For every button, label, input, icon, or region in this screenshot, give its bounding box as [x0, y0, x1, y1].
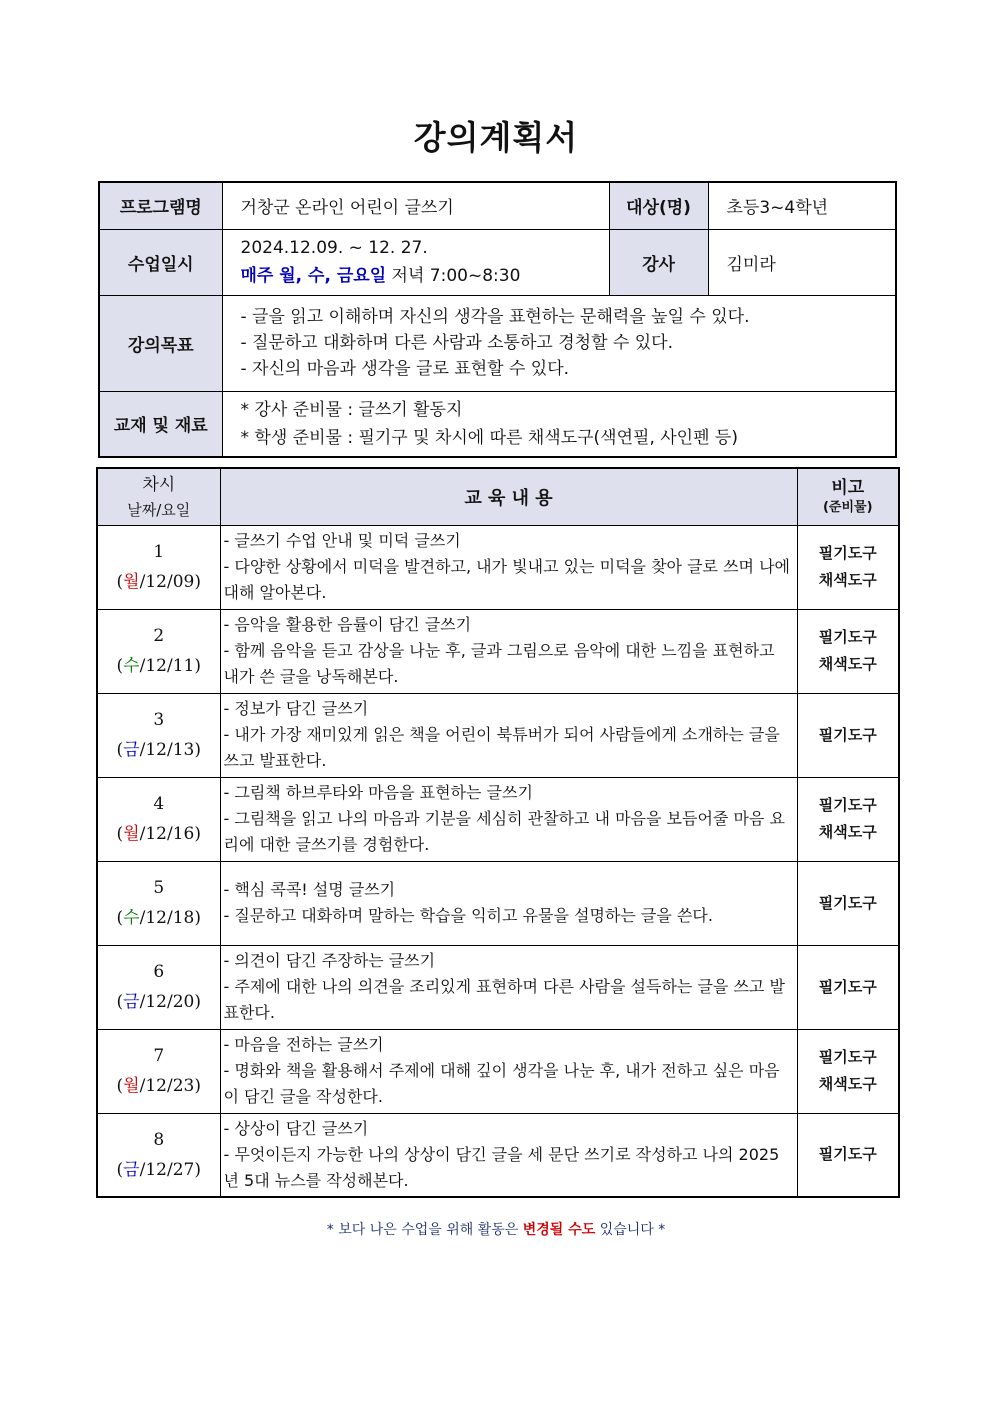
table-row: [97, 693, 899, 777]
content-cell: [220, 861, 797, 945]
session-cell: [97, 777, 220, 861]
page-title: 강의계획서: [413, 118, 579, 157]
footer-highlight: 변경될 수도: [522, 1222, 596, 1238]
goal-item: - 자신의 마음과 생각을 글로 표현할 수 있다.: [240, 359, 570, 379]
session-date: (수/12/11): [116, 656, 201, 676]
note-item: 필기도구: [818, 1048, 877, 1066]
note-cell: [797, 1113, 899, 1197]
teacher-label: 강사: [609, 229, 708, 295]
session-date-value: /12/16): [139, 824, 201, 844]
goal-item: - 글을 읽고 이해하며 자신의 생각을 표현하는 문해력을 높일 수 있다.: [240, 307, 750, 327]
session-date: (금/12/27): [116, 1159, 201, 1180]
header-note: 비고 (준비물): [797, 468, 899, 525]
note-item: 필기도구: [818, 628, 877, 646]
session-date: (월/12/23): [116, 1076, 201, 1096]
footer-note: [0, 1219, 992, 1239]
session-date-value: /12/23): [139, 1076, 201, 1096]
note-item: 채색도구: [818, 823, 877, 841]
note-item: 필기도구: [818, 1145, 877, 1164]
date-time: 저녁 7:00~8:30: [391, 266, 521, 286]
session-number: 5: [153, 878, 165, 898]
session-day: 월: [123, 824, 140, 844]
content-description: - 주제에 대한 나의 의견을 조리있게 표현하며 다른 사람을 설득하는 글을 쓰고 발표한다.: [223, 977, 785, 1022]
session-cell: [97, 861, 220, 945]
table-row: [97, 945, 899, 1029]
session-cell: [97, 609, 220, 693]
content-cell: [220, 1113, 797, 1197]
content-cell: [220, 945, 797, 1029]
material-list: [222, 391, 896, 457]
content-topic: - 상상이 담긴 글쓰기: [223, 1118, 369, 1138]
date-value: [222, 229, 609, 295]
content-topic: - 음악을 활용한 음률이 담긴 글쓰기: [223, 615, 472, 634]
note-item: 필기도구: [818, 893, 877, 912]
target-label: 대상(명): [609, 182, 708, 229]
date-label: 수업일시: [99, 229, 222, 295]
program-label: 프로그램명: [99, 182, 222, 229]
session-date-value: /12/09): [139, 572, 201, 592]
note-cell: [797, 861, 899, 945]
info-table: [98, 181, 897, 458]
session-cell: [97, 1029, 220, 1113]
note-cell: [797, 693, 899, 777]
session-day: 월: [123, 1076, 140, 1096]
session-date: (금/12/20): [116, 992, 201, 1012]
session-day: 금: [123, 740, 140, 760]
content-topic: - 그림책 하브루타와 마음을 표현하는 글쓰기: [223, 783, 533, 802]
session-day: 수: [123, 908, 140, 928]
content-cell: [220, 525, 797, 609]
header-content: 교 육 내 용: [220, 468, 797, 525]
content-cell: [220, 1029, 797, 1113]
target-value: 초등3~4학년: [708, 182, 896, 229]
session-date-value: /12/27): [139, 1159, 201, 1180]
footer-text-end: 있습니다 *: [599, 1222, 666, 1238]
session-date-value: /12/18): [139, 908, 201, 928]
content-topic: - 핵심 콕콕! 설명 글쓰기: [223, 880, 396, 899]
note-item: 채색도구: [818, 571, 877, 589]
session-number: 2: [153, 626, 165, 646]
content-topic: - 정보가 담긴 글쓰기: [223, 699, 369, 718]
content-description: - 내가 가장 재미있게 읽은 책을 어린이 북튜버가 되어 사람들에게 소개하는 글을 쓰고 발표한다.: [223, 725, 780, 770]
content-description: - 그림책을 읽고 나의 마음과 기분을 세심히 관찰하고 내 마음을 보듬어줄 마음 요리에 대한 글쓰기를 경험한다.: [223, 809, 785, 854]
teacher-value: 김미라: [708, 229, 896, 295]
content-topic: - 마음을 전하는 글쓰기: [223, 1035, 384, 1054]
note-cell: [797, 609, 899, 693]
session-number: 3: [153, 710, 165, 730]
note-item: 필기도구: [818, 796, 877, 814]
note-item: 채색도구: [818, 1075, 877, 1093]
content-cell: [220, 777, 797, 861]
session-date: (금/12/13): [116, 740, 201, 760]
session-date: (월/12/16): [116, 824, 201, 844]
header-session: 차시 날짜/요일: [97, 468, 220, 525]
content-description: - 다양한 상황에서 미덕을 발견하고, 내가 빛내고 있는 미덕을 찾아 글로 쓰며 나에 대해 알아본다.: [223, 557, 790, 602]
content-cell: [220, 693, 797, 777]
goal-item: - 질문하고 대화하며 다른 사람과 소통하고 경청할 수 있다.: [240, 333, 673, 353]
goal-label: 강의목표: [99, 295, 222, 391]
session-day: 금: [123, 992, 140, 1012]
schedule-table: [96, 467, 900, 1198]
table-row: [97, 1029, 899, 1113]
note-cell: [797, 525, 899, 609]
content-description: - 무엇이든지 가능한 나의 상상이 담긴 글을 세 문단 쓰기로 작성하고 나의 2025년 5대 뉴스를 작성해본다.: [223, 1144, 780, 1190]
material-item: * 학생 준비물 : 필기구 및 차시에 따른 채색도구(색연필, 사인펜 등): [240, 427, 738, 448]
session-number: 4: [153, 794, 165, 814]
table-row: [97, 777, 899, 861]
content-cell: [220, 609, 797, 693]
goal-list: [222, 295, 896, 391]
note-cell: [797, 777, 899, 861]
note-item: 필기도구: [818, 544, 877, 562]
content-topic: - 의견이 담긴 주장하는 글쓰기: [223, 951, 436, 970]
table-row: [97, 1113, 899, 1197]
session-date: (수/12/18): [116, 908, 201, 928]
content-description: - 함께 음악을 듣고 감상을 나눈 후, 글과 그림으로 음악에 대한 느낌을 표현하고 내가 쓴 글을 낭독해본다.: [223, 641, 775, 686]
material-label: 교재 및 재료: [99, 391, 222, 457]
session-date: (월/12/09): [116, 572, 201, 592]
note-cell: [797, 1029, 899, 1113]
session-number: 8: [153, 1129, 165, 1150]
session-date-value: /12/11): [139, 656, 201, 676]
session-cell: [97, 693, 220, 777]
content-topic: - 글쓰기 수업 안내 및 미덕 글쓰기: [223, 531, 461, 550]
session-date-value: /12/20): [139, 992, 201, 1012]
material-item: * 강사 준비물 : 글쓰기 활동지: [240, 399, 463, 420]
date-days: 매주 월, 수, 금요일: [240, 266, 387, 286]
session-number: 6: [153, 962, 165, 982]
note-item: 채색도구: [818, 655, 877, 673]
content-description: - 질문하고 대화하며 말하는 학습을 익히고 유물을 설명하는 글을 쓴다.: [223, 906, 713, 925]
session-day: 월: [123, 572, 140, 592]
session-day: 금: [123, 1159, 140, 1180]
session-number: 1: [153, 542, 165, 562]
footer-text: * 보다 나은 수업을 위해 활동은: [326, 1222, 519, 1238]
content-description: - 명화와 책을 활용해서 주제에 대해 깊이 생각을 나눈 후, 내가 전하고 싶은 마음이 담긴 글을 작성한다.: [223, 1061, 780, 1106]
date-range: 2024.12.09. ~ 12. 27.: [240, 238, 428, 258]
session-day: 수: [123, 656, 140, 676]
session-date-value: /12/13): [139, 740, 201, 760]
note-cell: [797, 945, 899, 1029]
session-cell: [97, 945, 220, 1029]
note-item: 필기도구: [818, 725, 877, 744]
session-cell: [97, 1113, 220, 1197]
session-cell: [97, 525, 220, 609]
table-row: [97, 861, 899, 945]
note-item: 필기도구: [818, 977, 877, 996]
program-value: 거창군 온라인 어린이 글쓰기: [222, 182, 609, 229]
table-row: [97, 609, 899, 693]
session-number: 7: [153, 1046, 165, 1066]
table-row: [97, 525, 899, 609]
